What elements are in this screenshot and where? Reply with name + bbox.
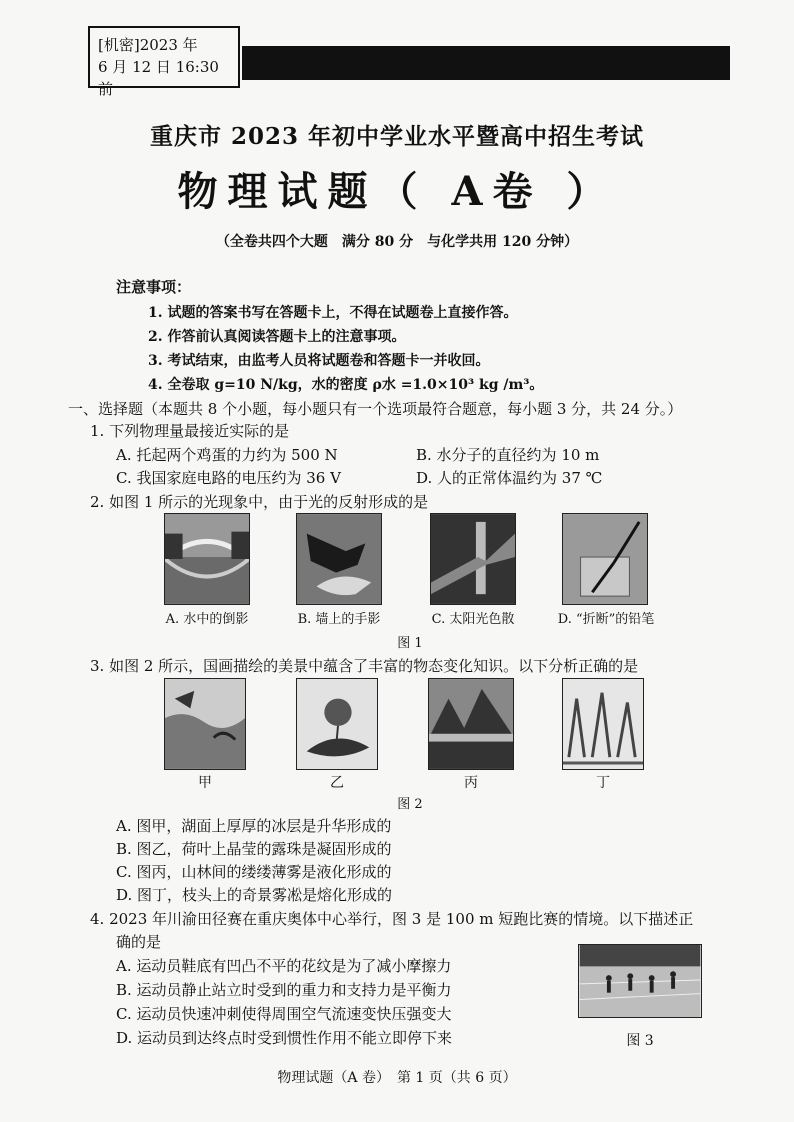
- question-2-stem: 2. 如图 1 所示的光现象中，由于光的反射形成的是: [90, 493, 429, 511]
- figure1-caption-d: D. “折断”的铅笔: [557, 612, 655, 627]
- figure2-caption-jia: 甲: [198, 775, 212, 791]
- photo-bridge-reflection: [164, 513, 250, 605]
- question-3-stem: 3. 如图 2 所示，国画描绘的美景中蕴含了丰富的物态变化知识。以下分析正确的是: [90, 657, 639, 675]
- figure1-caption-c: C. 太阳光色散: [431, 612, 515, 627]
- q1-option-b: B. 水分子的直径约为 10 m: [416, 446, 600, 464]
- painting-jia-icy-lake: [164, 678, 246, 770]
- subject-title: 物理试题（ A卷 ）: [177, 168, 617, 215]
- exam-title: 重庆市 2023 年初中学业水平暨高中招生考试: [149, 123, 645, 150]
- photo-sprint-race: [578, 944, 702, 1018]
- figure2-caption-bing: 丙: [464, 775, 478, 791]
- q4-option-a: A. 运动员鞋底有凹凸不平的花纹是为了减小摩擦力: [116, 957, 452, 975]
- painting-ding-rime-trees: [562, 678, 644, 770]
- page-footer: 物理试题（A 卷） 第 1 页（共 6 页）: [277, 1070, 517, 1086]
- q3-option-b: B. 图乙，荷叶上晶莹的露珠是凝固形成的: [116, 840, 392, 858]
- figure1-caption-b: B. 墙上的手影: [297, 612, 381, 627]
- q3-option-c: C. 图丙，山林间的缕缕薄雾是液化形成的: [116, 863, 392, 881]
- figure-3-label: 图 3: [626, 1033, 654, 1049]
- confidential-line-2: 6 月 12 日 16:30 前: [98, 58, 219, 98]
- q4-option-d: D. 运动员到达终点时受到惯性作用不能立即停下来: [116, 1029, 453, 1047]
- q3-option-d: D. 图丁，枝头上的奇景雾凇是熔化形成的: [116, 886, 393, 904]
- confidential-line-1: [机密]2023 年: [98, 36, 198, 54]
- note-item: 3. 考试结束，由监考人员将试题卷和答题卡一并收回。: [148, 353, 490, 369]
- q1-option-d: D. 人的正常体温约为 37 ℃: [416, 469, 603, 487]
- section-heading: 一、选择题（本题共 8 个小题，每小题只有一个选项最符合题意，每小题 3 分，共 24 分。）: [68, 400, 683, 418]
- figure2-caption-yi: 乙: [330, 775, 344, 791]
- exam-subtitle: （全卷共四个大题 满分 80 分 与化学共用 120 分钟）: [215, 234, 579, 250]
- q4-option-b: B. 运动员静止站立时受到的重力和支持力是平衡力: [116, 981, 452, 999]
- q1-option-a: A. 托起两个鸡蛋的力约为 500 N: [116, 446, 338, 464]
- q4-option-c: C. 运动员快速冲刺使得周围空气流速变快压强变大: [116, 1005, 452, 1023]
- header-black-bar: [242, 46, 730, 80]
- note-item: 4. 全卷取 g=10 N/kg，水的密度 ρ水 =1.0×10³ kg /m³。: [148, 377, 544, 393]
- question-1-stem: 1. 下列物理量最接近实际的是: [90, 422, 290, 440]
- photo-bent-pencil: [562, 513, 648, 605]
- note-item: 2. 作答前认真阅读答题卡上的注意事项。: [148, 329, 406, 345]
- q3-option-a: A. 图甲，湖面上厚厚的冰层是升华形成的: [116, 817, 392, 835]
- q1-option-c: C. 我国家庭电路的电压约为 36 V: [116, 469, 341, 487]
- figure1-caption-a: A. 水中的倒影: [165, 612, 249, 627]
- figure-1-label: 图 1: [397, 636, 423, 651]
- question-4-stem-line2: 确的是: [116, 933, 162, 951]
- painting-yi-lotus: [296, 678, 378, 770]
- confidential-stamp: [88, 26, 240, 98]
- question-4-stem-line1: 4. 2023 年川渝田径赛在重庆奥体中心举行，图 3 是 100 m 短跑比赛的情境。以下描述正: [90, 910, 694, 928]
- figure2-caption-ding: 丁: [596, 775, 610, 791]
- photo-hand-shadow: [296, 513, 382, 605]
- figure-2-label: 图 2: [397, 797, 423, 812]
- notes-heading: 注意事项：: [116, 278, 192, 296]
- note-item: 1. 试题的答案书写在答题卡上，不得在试题卷上直接作答。: [148, 305, 518, 321]
- photo-prism-dispersion: [430, 513, 516, 605]
- painting-bing-mountain-mist: [428, 678, 514, 770]
